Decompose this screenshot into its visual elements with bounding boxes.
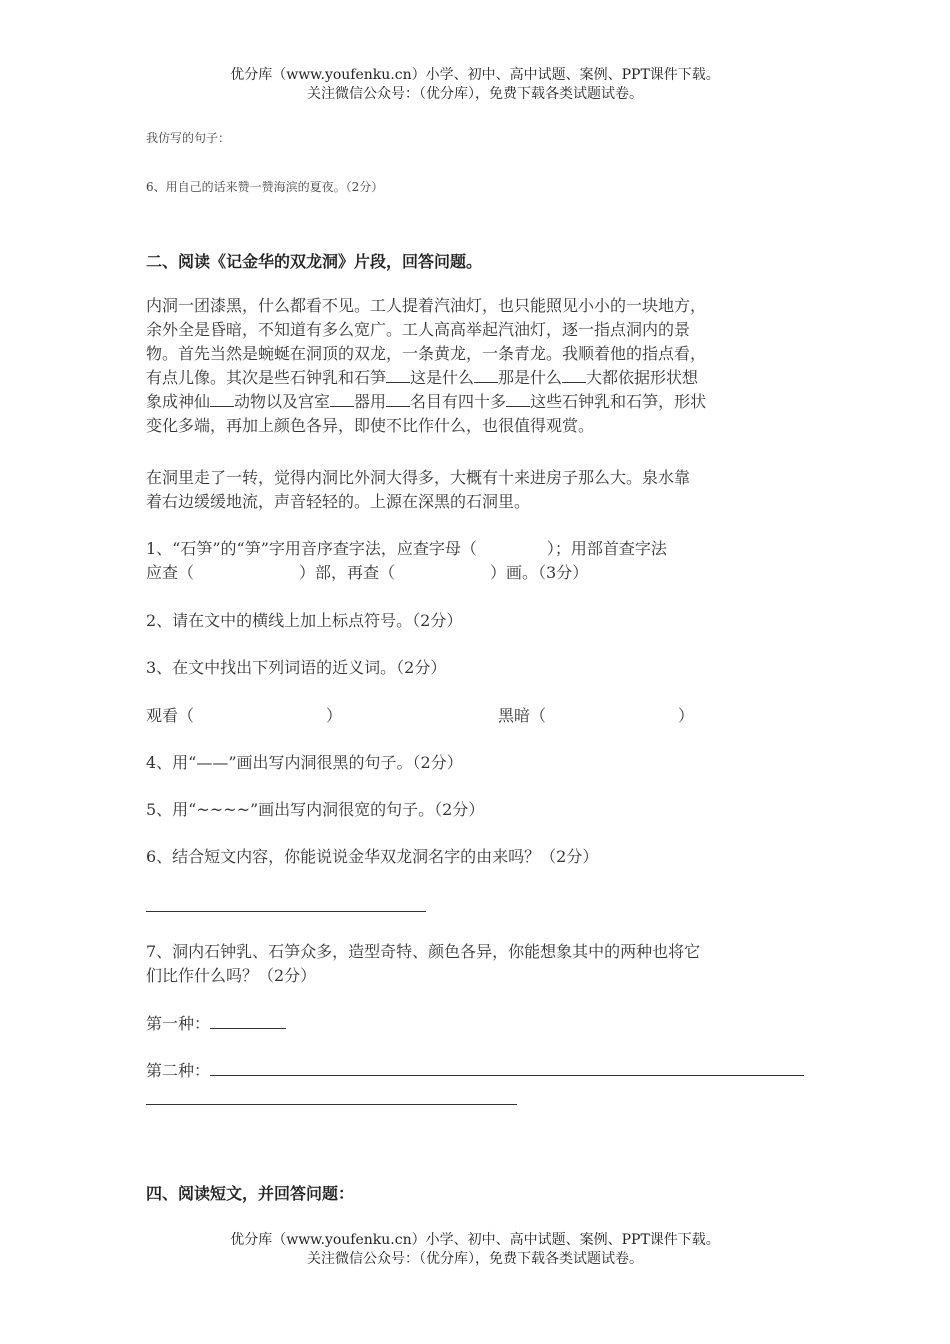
section-4-heading: 四、阅读短文，并回答问题： <box>146 1184 355 1203</box>
passage-line <box>146 390 811 414</box>
q1-text: ）；用部首查字法 <box>546 539 667 558</box>
first-kind-label: 第一种： <box>146 1014 211 1033</box>
passage-text: 器用 <box>354 392 387 411</box>
passage-text: 这是什么 <box>410 368 475 387</box>
header-line-1: 优分库（www.youfenku.cn）小学、初中、高中试题、案例、PPT课件下载。 <box>230 67 720 83</box>
question-7-line-2: 们比作什么吗？（2分） <box>146 966 317 985</box>
punctuation-blank[interactable] <box>562 368 586 383</box>
question-6-answer-line[interactable] <box>146 911 426 912</box>
passage-text: 动物以及宫室 <box>234 392 331 411</box>
imitate-sentence-label: 我仿写的句子： <box>146 131 231 145</box>
synonym-close-paren: ） <box>326 706 343 725</box>
passage-line: 内洞一团漆黑，什么都看不见。工人提着汽油灯，也只能照见小小的一块地方， <box>146 296 707 315</box>
passage-line: 着右边缓缓地流，声音轻轻的。上源在深黑的石洞里。 <box>146 492 531 511</box>
question-7 <box>146 940 811 988</box>
section-2-heading: 二、阅读《记金华的双龙洞》片段，回答问题。 <box>146 252 483 271</box>
punctuation-blank[interactable] <box>506 392 530 407</box>
page-header <box>0 66 950 104</box>
passage-text: 大都依据形状想 <box>586 368 699 387</box>
footer-line-1: 优分库（www.youfenku.cn）小学、初中、高中试题、案例、PPT课件下载。 <box>230 1232 720 1248</box>
passage-line: 在洞里走了一转，觉得内洞比外洞大得多，大概有十来进房子那么大。泉水靠 <box>146 468 691 487</box>
second-kind-answer-line[interactable] <box>210 1061 804 1076</box>
synonym-watch <box>146 704 342 728</box>
passage-paragraph-2 <box>146 466 811 514</box>
question-1-line-2 <box>146 561 811 585</box>
second-kind-label: 第二种： <box>146 1061 211 1080</box>
question-1-line-1 <box>146 537 811 561</box>
page-footer <box>0 1231 950 1269</box>
question-6: 6、结合短文内容，你能说说金华双龙洞名字的由来吗？（2分） <box>146 847 599 866</box>
synonym-dark <box>498 704 694 728</box>
passage-line: 余外全是昏暗，不知道有多么宽广。工人高高举起汽油灯，逐一指点洞内的景 <box>146 320 691 339</box>
passage-text: 那是什么 <box>498 368 563 387</box>
passage-text: 名目有四十多 <box>410 392 507 411</box>
question-3: 3、在文中找出下列词语的近义词。（2分） <box>146 658 447 677</box>
question-6-praise: 6、用自己的话来赞一赞海滨的夏夜。（2分） <box>146 180 384 194</box>
q1-text: 应查（ <box>146 563 195 582</box>
synonym-close-paren: ） <box>678 706 695 725</box>
passage-line: 物。首先当然是蜿蜒在洞顶的双龙，一条黄龙，一条青龙。我顺着他的指点看， <box>146 344 707 363</box>
header-line-2: 关注微信公众号：（优分库），免费下载各类试题试卷。 <box>307 86 643 102</box>
punctuation-blank[interactable] <box>330 392 354 407</box>
second-kind <box>146 1059 804 1083</box>
passage-text: 有点儿像。其次是些石钟乳和石笋 <box>146 368 387 387</box>
q1-text: ）部，再查（ <box>299 563 396 582</box>
punctuation-blank[interactable] <box>210 392 234 407</box>
question-7-line-1: 7、洞内石钟乳、石笋众多，造型奇特、颜色各异，你能想象其中的两种也将它 <box>146 942 701 961</box>
second-kind-answer-line-2[interactable] <box>146 1104 517 1105</box>
passage-text: 象成神仙 <box>146 392 211 411</box>
question-4: 4、用“——”画出写内洞很黑的句子。（2分） <box>146 753 463 772</box>
question-1 <box>146 537 811 585</box>
punctuation-blank[interactable] <box>386 368 410 383</box>
punctuation-blank[interactable] <box>386 392 410 407</box>
passage-line: 变化多端，再加上颜色各异，即使不比作什么，也很值得观赏。 <box>146 416 595 435</box>
first-kind <box>146 1012 286 1036</box>
punctuation-blank[interactable] <box>474 368 498 383</box>
first-kind-answer-line[interactable] <box>210 1014 286 1029</box>
q1-text: 1、“石笋”的“笋”字用音序查字法，应查字母（ <box>146 539 477 558</box>
question-5: 5、用“~~~~”画出写内洞很宽的句子。（2分） <box>146 800 485 819</box>
passage-line <box>146 366 811 390</box>
synonym-dark-label: 黑暗（ <box>498 706 547 725</box>
footer-line-2: 关注微信公众号：（优分库），免费下载各类试题试卷。 <box>307 1251 643 1267</box>
synonym-watch-label: 观看（ <box>146 706 195 725</box>
passage-paragraph-1 <box>146 294 811 438</box>
passage-text: 这些石钟乳和石笋，形状 <box>530 392 707 411</box>
question-2: 2、请在文中的横线上加上标点符号。（2分） <box>146 611 463 630</box>
q1-text: ）画。（3分） <box>490 563 589 582</box>
